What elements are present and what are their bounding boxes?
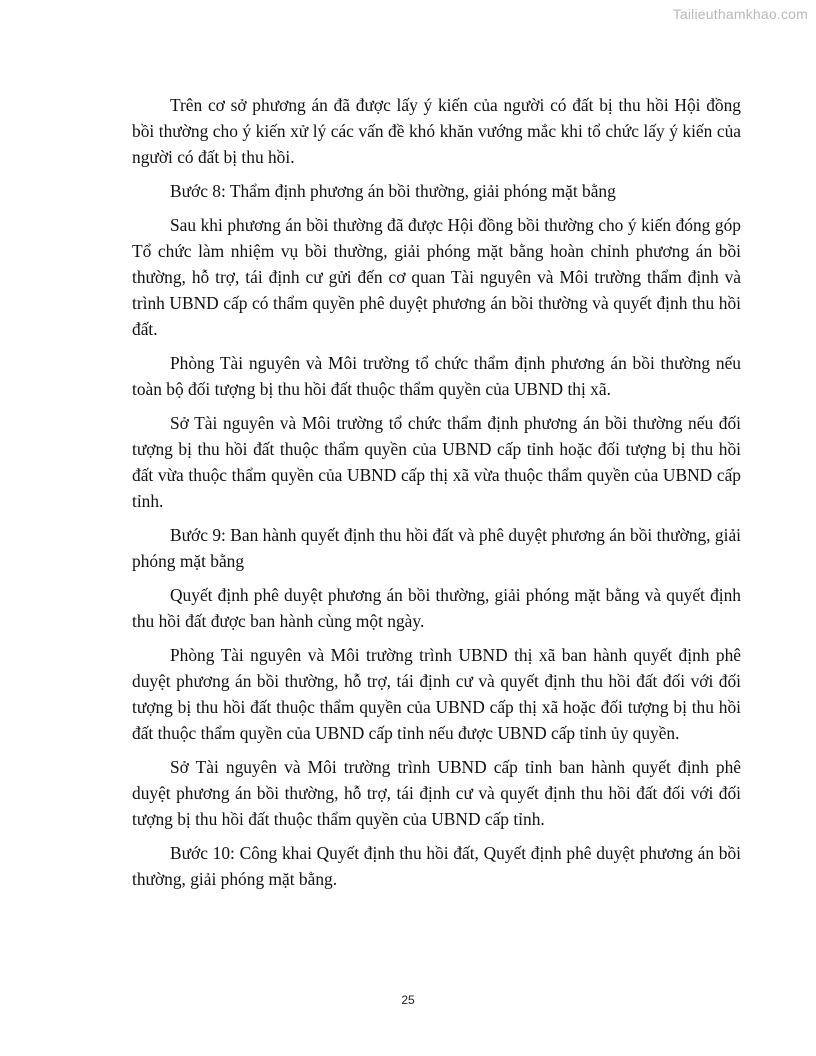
document-body — [132, 92, 741, 900]
heading-step-9: Bước 9: Ban hành quyết định thu hồi đất và phê duyệt phương án bồi thường, giải phóng mặt bằng — [132, 525, 741, 571]
paragraph-step-8-submission: Sau khi phương án bồi thường đã được Hội đồng bồi thường cho ý kiến đóng góp Tổ chức làm nhiệm vụ bồi thường, giải phóng mặt bằng hoàn chỉnh phương án bồi thường, hỗ trợ, tái định cư gửi đến cơ quan Tài nguyên và Môi trường thẩm định và trình UBND cấp có thẩm quyền phê duyệt phương án bồi thường và quyết định thu hồi đất. — [132, 215, 741, 339]
heading-step-8: Bước 8: Thẩm định phương án bồi thường, giải phóng mặt bằng — [170, 181, 616, 201]
paragraph-opinion-handling: Trên cơ sở phương án đã được lấy ý kiến của người có đất bị thu hồi Hội đồng bồi thường cho ý kiến xử lý các vấn đề khó khăn vướng mắc khi tổ chức lấy ý kiến của người có đất bị thu hồi. — [132, 95, 741, 167]
paragraph-province-submission: Sở Tài nguyên và Môi trường trình UBND cấp tỉnh ban hành quyết định phê duyệt phương án bồi thường, hỗ trợ, tái định cư và quyết định thu hồi đất đối với đối tượng bị thu hồi đất thuộc thẩm quyền của UBND cấp tỉnh. — [132, 757, 741, 829]
paragraph-town-submission: Phòng Tài nguyên và Môi trường trình UBND thị xã ban hành quyết định phê duyệt phương án bồi thường, hỗ trợ, tái định cư và quyết định thu hồi đất đối với đối tượng bị thu hồi đất thuộc thẩm quyền của UBND cấp thị xã hoặc đối tượng bị thu hồi đất thuộc thẩm quyền của UBND cấp tỉnh nếu được UBND cấp tỉnh ủy quyền. — [132, 645, 741, 743]
heading-step-10: Bước 10: Công khai Quyết định thu hồi đất, Quyết định phê duyệt phương án bồi thường, giải phóng mặt bằng. — [132, 843, 741, 889]
page-number: 25 — [401, 993, 415, 1007]
paragraph-provincial-appraisal: Sở Tài nguyên và Môi trường tổ chức thẩm định phương án bồi thường nếu đối tượng bị thu hồi đất thuộc thẩm quyền của UBND cấp tỉnh hoặc đối tượng bị thu hồi đất vừa thuộc thẩm quyền của UBND cấp thị xã vừa thuộc thẩm quyền của UBND cấp tỉnh. — [132, 413, 741, 511]
paragraph-department-appraisal: Phòng Tài nguyên và Môi trường tổ chức thẩm định phương án bồi thường nếu toàn bộ đối tượng bị thu hồi đất thuộc thẩm quyền của UBND thị xã. — [132, 353, 741, 399]
paragraph-same-day-issuance: Quyết định phê duyệt phương án bồi thường, giải phóng mặt bằng và quyết định thu hồi đất được ban hành cùng một ngày. — [132, 585, 741, 631]
watermark-text: Tailieuthamkhao.com — [672, 6, 808, 22]
